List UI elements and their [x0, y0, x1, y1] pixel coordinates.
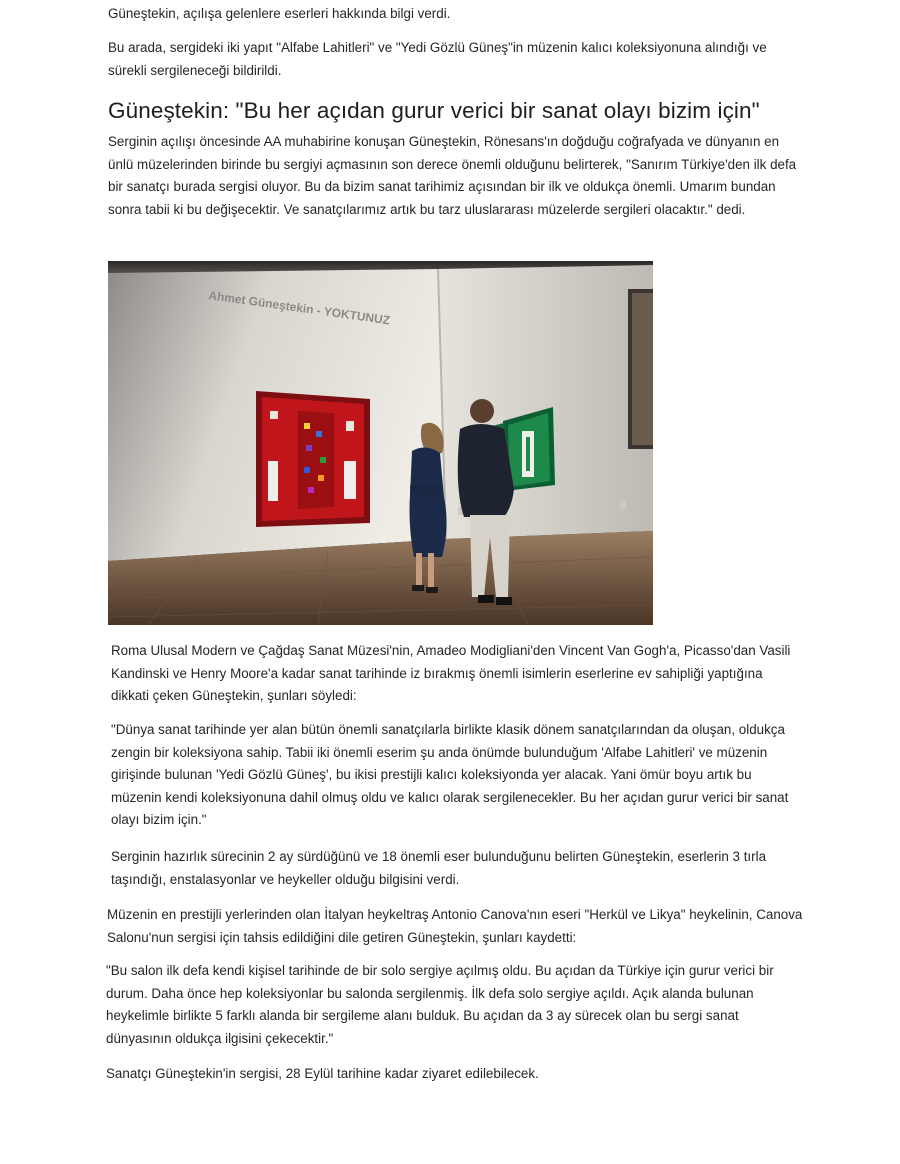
red-painting-alfabe-lahitleri [256, 391, 370, 527]
article-quote: "Dünya sanat tarihinde yer alan bütün önemli sanatçılarla birlikte klasik dönem sanatçılarından da oluşan, oldukça zengin bir koleksiyona sahip. Tabii iki önemli eserim şu anda önümde bulunduğum 'Alfabe Lahitleri' ve müzenin girişinde bulunan 'Yedi Gözlü Güneş', bu ikisi prestijli kalıcı koleksiyonda yer alacak. Yani ömür boyu artık bu müzenin kendi koleksiyonuna dahil olmuş oldu ve kalıcı olarak sergilenecekler. Bu her açıdan gurur verici bir sanat olayı bizim için." [111, 722, 789, 827]
article-paragraph: Güneştekin, açılışa gelenlere eserleri hakkında bilgi verdi. [108, 6, 451, 21]
article-paragraph: Sanatçı Güneştekin'in sergisi, 28 Eylül tarihine kadar ziyaret edilebilecek. [106, 1066, 539, 1081]
article-paragraph: Serginin hazırlık sürecinin 2 ay sürdüğünü ve 18 önemli eser bulunduğunu belirten Güneştekin, eserlerin 3 tırla taşındığı, enstalasyonlar ve heykeller olduğu bilgisini verdi. [111, 849, 767, 887]
article-paragraph: Serginin açılışı öncesinde AA muhabirine konuşan Güneştekin, Rönesans'ın doğduğu coğrafyada ve dünyanın en ünlü müzelerinden birinde bu sergiyi açmasının son derece önemli olduğunu belirterek, "Sanırım Türkiye'den ilk defa bir sanatçı burada sergisi oluyor. Bu da bizim sanat tarihimiz açısından bir ilk ve oldukça önemli. Umarım bundan sonra tabii ki bu değişecektir. Ve sanatçılarımız artık bu tarz uluslararası müzelerde sergileri olacaktır." dedi. [108, 134, 797, 217]
article-quote: "Bu salon ilk defa kendi kişisel tarihinde de bir solo sergiye açılmış oldu. Bu açıdan da Türkiye için gurur verici bir durum. Daha önce hep koleksiyonlar bu salonda sergilenmiş. İlk defa solo sergiye açıldı. Açık alanda bulunan heykelimle birlikte 5 farklı alanda bir sergileme alanı bulduk. Bu açıdan da 3 ay sürecek olan bu sergi sanat dünyasının oldukça ilgisini çekecektir." [106, 963, 774, 1046]
wall-title-text: Ahmet Güneştekin - YOKTUNUZ [207, 288, 391, 328]
article-paragraph: Roma Ulusal Modern ve Çağdaş Sanat Müzesi'nin, Amadeo Modigliani'den Vincent Van Gogh'a, Picasso'dan Vasili Kandinski ve Henry Moore'a kadar sanat tarihinde iz bırakmış önemli isimlerin eserlerine ev sahipliği yaptığına dikkati çeken Güneştekin, şunları söyledi: [111, 643, 791, 703]
exhibition-photo [108, 261, 653, 625]
article-paragraph: Müzenin en prestijli yerlerinden olan İtalyan heykeltraş Antonio Canova'nın eseri "Herkül ve Likya" heykelinin, Canova Salonu'nun sergisi için tahsis edildiğini dile getiren Güneştekin, şunları kaydetti: [107, 907, 803, 945]
article-paragraph: Bu arada, sergideki iki yapıt "Alfabe Lahitleri" ve "Yedi Gözlü Güneş"in müzenin kalıcı koleksiyonuna alındığı ve sürekli sergileneceği bildirildi. [108, 40, 767, 78]
section-heading: Güneştekin: "Bu her açıdan gurur verici bir sanat olayı bizim için" [108, 98, 760, 123]
